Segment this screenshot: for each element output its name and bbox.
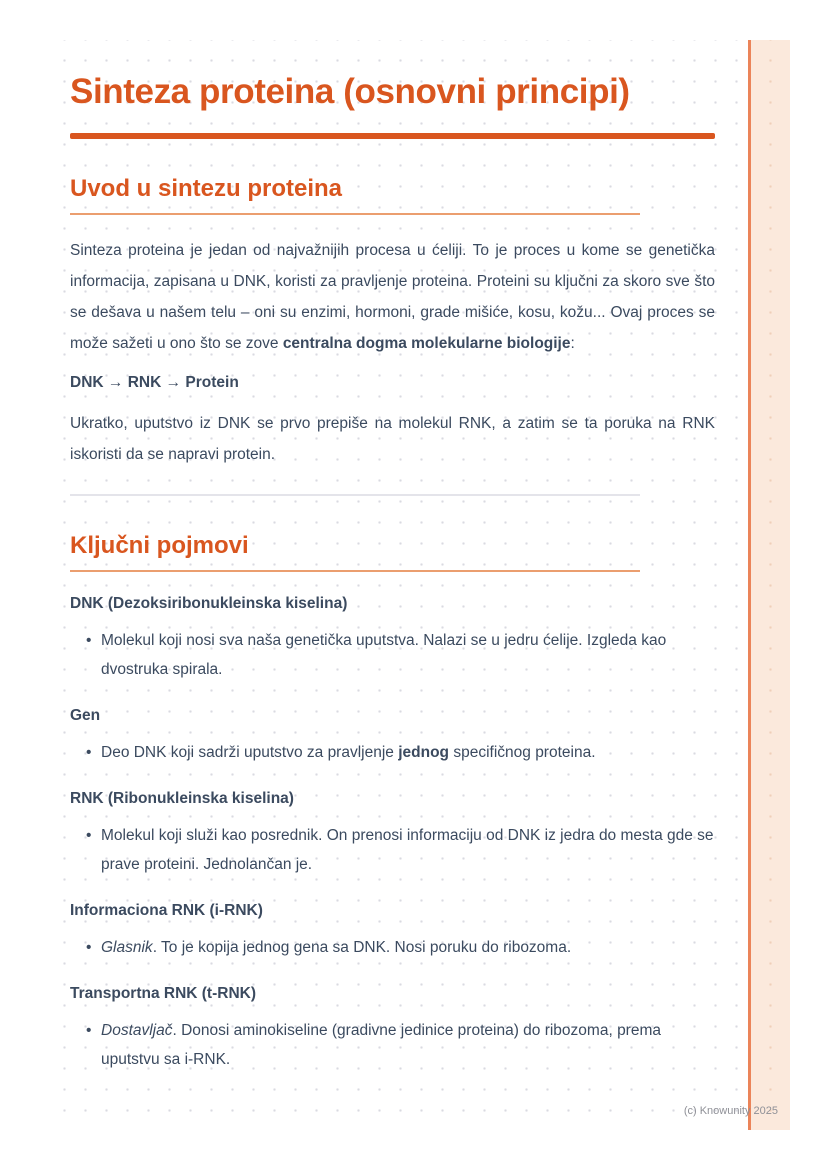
central-dogma-line: DNK → RNK → Protein: [70, 374, 239, 392]
term-gen-definition-after: specifičnog proteina.: [449, 743, 596, 761]
list-item: [86, 1016, 715, 1074]
term-gen-bullets: [70, 738, 715, 767]
list-item: [86, 738, 715, 767]
term-trnk: Transportna RNK (t-RNK): [70, 984, 256, 1002]
document-page: [45, 40, 790, 1130]
term-trnk-definition-text: . Donosi aminokiseline (gradivne jedinice proteina) do ribozoma, prema uputstvu sa i-RNK.: [101, 1021, 661, 1068]
term-gen-definition-bold: jednog: [398, 743, 450, 761]
section-divider: [70, 494, 640, 496]
term-trnk-bullets: [70, 1016, 715, 1074]
footer-copyright: (c) Knowunity 2025: [683, 1105, 778, 1117]
intro-paragraph-1-text: Sinteza proteina je jedan od najvažnijih procesa u ćeliji. To je proces u kome se genetička informacija, zapisana u DNK, koristi za pravljenje proteina. Proteini su ključni za skoro sve što se dešava u našem telu – oni su enzimi, hormoni, grade mišiće, kosu, kožu... Ovaj proces se može sažeti u ono što se zove: [70, 242, 715, 353]
term-irnk-definition-text: . To je kopija jednog gena sa DNK. Nosi poruku do ribozoma.: [152, 938, 572, 956]
intro-paragraph-2: Ukratko, uputstvo iz DNK se prvo prepiše na molekul RNK, a zatim se ta poruka na RNK iskoristi da se napravi protein.: [70, 415, 715, 464]
page-title: Sinteza proteina (osnovni principi): [70, 72, 630, 111]
list-item: [86, 933, 715, 962]
margin-stripe: [751, 40, 790, 1130]
term-rnk-bullets: [70, 821, 715, 879]
intro-heading-rule: [70, 213, 640, 215]
term-dnk-bullets: [70, 626, 715, 684]
term-irnk-definition-italic: Glasnik: [101, 938, 153, 956]
section-heading-intro: Uvod u sintezu proteina: [70, 175, 343, 203]
list-item: [86, 626, 715, 684]
section-heading-key-terms: Ključni pojmovi: [70, 532, 249, 560]
term-rnk: RNK (Ribonukleinska kiselina): [70, 789, 294, 807]
list-item: [86, 821, 715, 879]
term-dnk: DNK (Dezoksiribonukleinska kiselina): [70, 594, 348, 612]
term-trnk-definition-italic: Dostavljač: [101, 1021, 173, 1039]
term-gen: Gen: [70, 706, 101, 724]
intro-paragraph-1: [70, 235, 715, 359]
intro-paragraph-1-bold: centralna dogma molekularne biologije: [282, 335, 571, 353]
term-irnk: Informaciona RNK (i-RNK): [70, 901, 263, 919]
term-gen-definition-before: Deo DNK koji sadrži uputstvo za pravljenje: [101, 743, 399, 761]
page-content: [45, 40, 790, 1074]
title-rule: [70, 133, 715, 139]
key-terms-heading-rule: [70, 570, 640, 572]
term-rnk-definition: Molekul koji služi kao posrednik. On prenosi informaciju od DNK iz jedra do mesta gde se prave proteini. Jednolančan je.: [101, 826, 714, 873]
term-irnk-bullets: [70, 933, 715, 962]
term-dnk-definition: Molekul koji nosi sva naša genetička uputstva. Nalazi se u jedru ćelije. Izgleda kao dvostruka spirala.: [101, 631, 667, 678]
intro-paragraph-1-tail: :: [570, 335, 575, 353]
